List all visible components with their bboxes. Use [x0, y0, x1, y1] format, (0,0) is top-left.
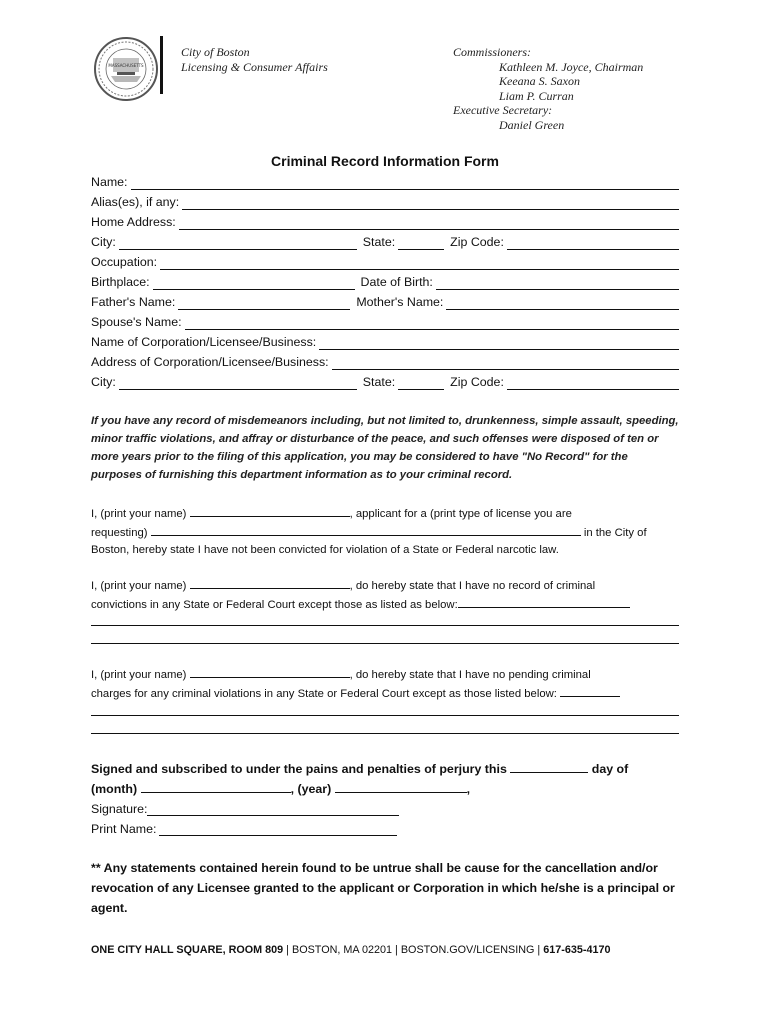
organization-block — [181, 45, 328, 74]
name-field[interactable] — [131, 177, 680, 190]
city-field[interactable] — [119, 237, 357, 250]
alias-field[interactable] — [182, 197, 679, 210]
print-name-field[interactable] — [190, 577, 350, 589]
alias-row — [91, 192, 679, 210]
state-label: State: — [362, 375, 396, 389]
statement-narcotics — [91, 505, 679, 560]
corp-name-label: Name of Corporation/Licensee/Business: — [91, 335, 317, 349]
spouse-row — [91, 312, 679, 330]
form-title: Criminal Record Information Form — [271, 153, 499, 169]
statement-text: charges for any criminal violations in any State or Federal Court except as those listed below: — [91, 687, 557, 700]
statement-text: Boston, hereby state I have not been convicted for violation of a State or Federal narcotic law. — [91, 544, 559, 556]
convictions-line[interactable] — [91, 625, 679, 626]
city-label: City: — [91, 235, 116, 249]
commissioner-name: Kathleen M. Joyce, Chairman — [499, 59, 644, 74]
corp-name-field[interactable] — [319, 337, 679, 350]
pending-charges-line[interactable] — [91, 715, 679, 716]
corp-city-row — [91, 372, 679, 390]
misdemeanor-notice: If you have any record of misdemeanors including, but not limited to, drunkenness, simple assault, speeding, minor traffic violations, and affray or disturbance of the peace, and such offenses were disposed of ten or more years prior to the filing of this application, you may be considered to have "No Record" for the purposes of furnishing this department information as to your criminal record. — [91, 415, 679, 481]
oath-text: Signed and subscribed to under the pains and penalties of perjury this — [91, 762, 507, 776]
header-divider — [160, 36, 163, 94]
print-name-label: I, (print your name) — [91, 669, 187, 681]
convictions-line[interactable] — [91, 643, 679, 644]
footer-separator: | — [283, 944, 292, 956]
city-row — [91, 232, 679, 250]
spouse-label: Spouse's Name: — [91, 315, 182, 329]
statement-text: in the City of — [583, 526, 647, 539]
home-address-row — [91, 212, 679, 230]
oath-statement — [91, 759, 681, 799]
footer-website[interactable]: BOSTON.GOV/LICENSING — [400, 944, 535, 956]
parents-row — [91, 292, 679, 310]
pending-charges-line[interactable] — [91, 733, 679, 734]
org-city: City of Boston — [181, 45, 250, 59]
spouse-field[interactable] — [185, 317, 679, 330]
oath-text: day of — [591, 762, 629, 776]
footer-separator: | — [392, 944, 401, 956]
requesting-label: requesting) — [91, 526, 148, 539]
footer-address: ONE CITY HALL SQUARE, ROOM 809 — [91, 944, 284, 956]
occupation-row — [91, 252, 679, 270]
state-label: State: — [362, 235, 396, 249]
oath-text: , — [466, 782, 471, 796]
print-name-row — [91, 818, 397, 836]
statement-text: , applicant for a (print type of license you are — [349, 508, 572, 520]
signature-label: Signature: — [91, 802, 148, 816]
footer-separator: | — [534, 944, 544, 956]
commissioner-name: Liam P. Curran — [499, 88, 574, 103]
footer-phone: 617-635-4170 — [543, 944, 611, 956]
convictions-field[interactable] — [458, 596, 630, 608]
month-label: (month) — [91, 782, 138, 796]
seal-text: MASSACHUSETTS — [108, 63, 144, 68]
commissioner-name: Keeana S. Saxon — [499, 74, 580, 88]
statement-convictions — [91, 577, 679, 614]
birthplace-label: Birthplace: — [91, 275, 150, 289]
statement-text: convictions in any State or Federal Court except those as listed as below: — [91, 598, 458, 611]
city-label: City: — [91, 375, 116, 389]
statement-text: , do hereby state that I have no pending criminal — [349, 669, 591, 681]
home-address-label: Home Address: — [91, 215, 176, 229]
corp-address-field[interactable] — [332, 357, 679, 370]
exec-secretary-name: Daniel Green — [499, 117, 565, 132]
birthplace-row — [91, 272, 679, 290]
signature-field[interactable] — [147, 803, 399, 816]
corp-name-row — [91, 332, 679, 350]
footer — [91, 944, 611, 956]
untrue-statement-warning: ** Any statements contained herein found to be untrue shall be cause for the cancellation and/or revocation of any Licensee granted to the applicant or Corporation in which he/she is a principal or agent. — [91, 861, 675, 915]
print-name-field[interactable] — [190, 666, 350, 678]
corp-address-label: Address of Corporation/Licensee/Business: — [91, 355, 329, 369]
statement-pending — [91, 666, 679, 703]
pending-charges-field[interactable] — [560, 685, 620, 697]
month-field[interactable] — [141, 781, 291, 793]
state-field[interactable] — [398, 237, 444, 250]
print-name-label: Print Name: — [91, 822, 157, 836]
corp-city-field[interactable] — [119, 377, 357, 390]
statement-text: , do hereby state that I have no record of criminal — [349, 580, 596, 592]
name-row — [91, 172, 679, 190]
commissioners-label: Commissioners: — [453, 45, 532, 59]
home-address-field[interactable] — [179, 217, 679, 230]
occupation-field[interactable] — [160, 257, 679, 270]
birthplace-field[interactable] — [153, 277, 355, 290]
occupation-label: Occupation: — [91, 255, 158, 269]
corp-state-field[interactable] — [398, 377, 444, 390]
print-name-label: I, (print your name) — [91, 508, 187, 520]
commissioners-block — [453, 45, 643, 132]
year-label: , (year) — [290, 782, 332, 796]
org-department: Licensing & Consumer Affairs — [181, 59, 328, 74]
print-name-label: I, (print your name) — [91, 580, 187, 592]
mother-label: Mother's Name: — [356, 295, 444, 309]
print-name-field[interactable] — [159, 823, 397, 836]
alias-label: Alias(es), if any: — [91, 195, 180, 209]
corp-zip-field[interactable] — [507, 377, 679, 390]
year-field[interactable] — [335, 781, 467, 793]
day-field[interactable] — [510, 761, 588, 773]
name-label: Name: — [91, 175, 128, 189]
city-seal-logo — [93, 36, 159, 102]
footer-city: BOSTON, MA 02201 — [292, 944, 393, 956]
signature-row — [91, 798, 399, 816]
zip-field[interactable] — [507, 237, 679, 250]
corp-address-row — [91, 352, 679, 370]
mother-field[interactable] — [446, 297, 679, 310]
license-type-field[interactable] — [151, 524, 581, 536]
print-name-field[interactable] — [190, 505, 350, 517]
zip-label: Zip Code: — [450, 235, 504, 249]
exec-secretary-label: Executive Secretary: — [453, 103, 553, 117]
zip-label: Zip Code: — [450, 375, 504, 389]
father-field[interactable] — [178, 297, 350, 310]
dob-label: Date of Birth: — [360, 275, 433, 289]
father-label: Father's Name: — [91, 295, 176, 309]
dob-field[interactable] — [436, 277, 679, 290]
